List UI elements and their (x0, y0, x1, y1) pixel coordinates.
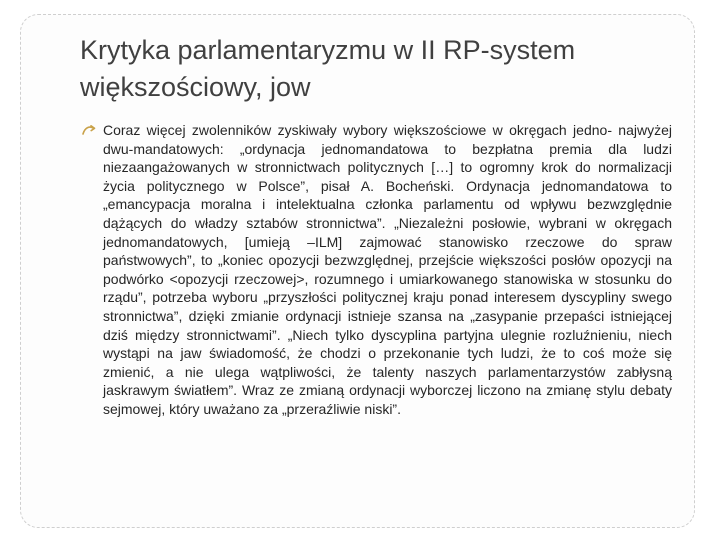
slide-title: Krytyka parlamentaryzmu w II RP-system większościowy, jow (80, 35, 576, 102)
bullet-item (82, 121, 672, 419)
slide-content (82, 121, 672, 419)
curved-arrow-bullet-icon (82, 124, 96, 136)
bullet-text: Coraz więcej zwolenników zyskiwały wybory większościowe w okręgach jedno- najwyżej dwu-mandatowych: „ordynacja jednomandatowa to bezpłatna premia dla ludzi niezaangażowanych w stronnictwach politycznych […] to ogromny krok do normalizacji życia politycznego w Polsce”, pisał A. Bocheński. Ordynacja jednomandatowa to „emancypacja moralna i intelektualna członka parlamentu od wpływu bezwzględnie dążących do władzy sztabów stronnictwa”. „Niezależni posłowie, wybrani w okręgach jednomandatowych, [umieją –ILM] zajmować stanowisko rzeczowe do spraw państwowych”, to „koniec opozycji bezwzględnej, przejście większości posłów opozycji na podwórko <opozycji rzeczowej>, rozumnego i umiarkowanego stanowiska w stosunku do rządu”, potrzeba wyboru „przyszłości politycznej kraju ponad interesem dyscypliny swego stronnictwa”, dzięki zmianie ordynacji istnieje szansa na „zasypanie przepaści istniejącej dziś między stronnictwami”. „Niech tylko dyscyplina partyjna ulegnie rozluźnieniu, niech wystąpi na jaw świadomość, że chodzi o przekonanie tych ludzi, że to coś może się zmienić, a nie ulega wątpliwości, że talenty naszych parlamentarzystów zabłysną jaskrawym światłem”. Wraz ze zmianą ordynacji wyborczej liczono na zmianę stylu debaty sejmowej, który uważano za „przeraźliwie niski”. (103, 122, 672, 417)
